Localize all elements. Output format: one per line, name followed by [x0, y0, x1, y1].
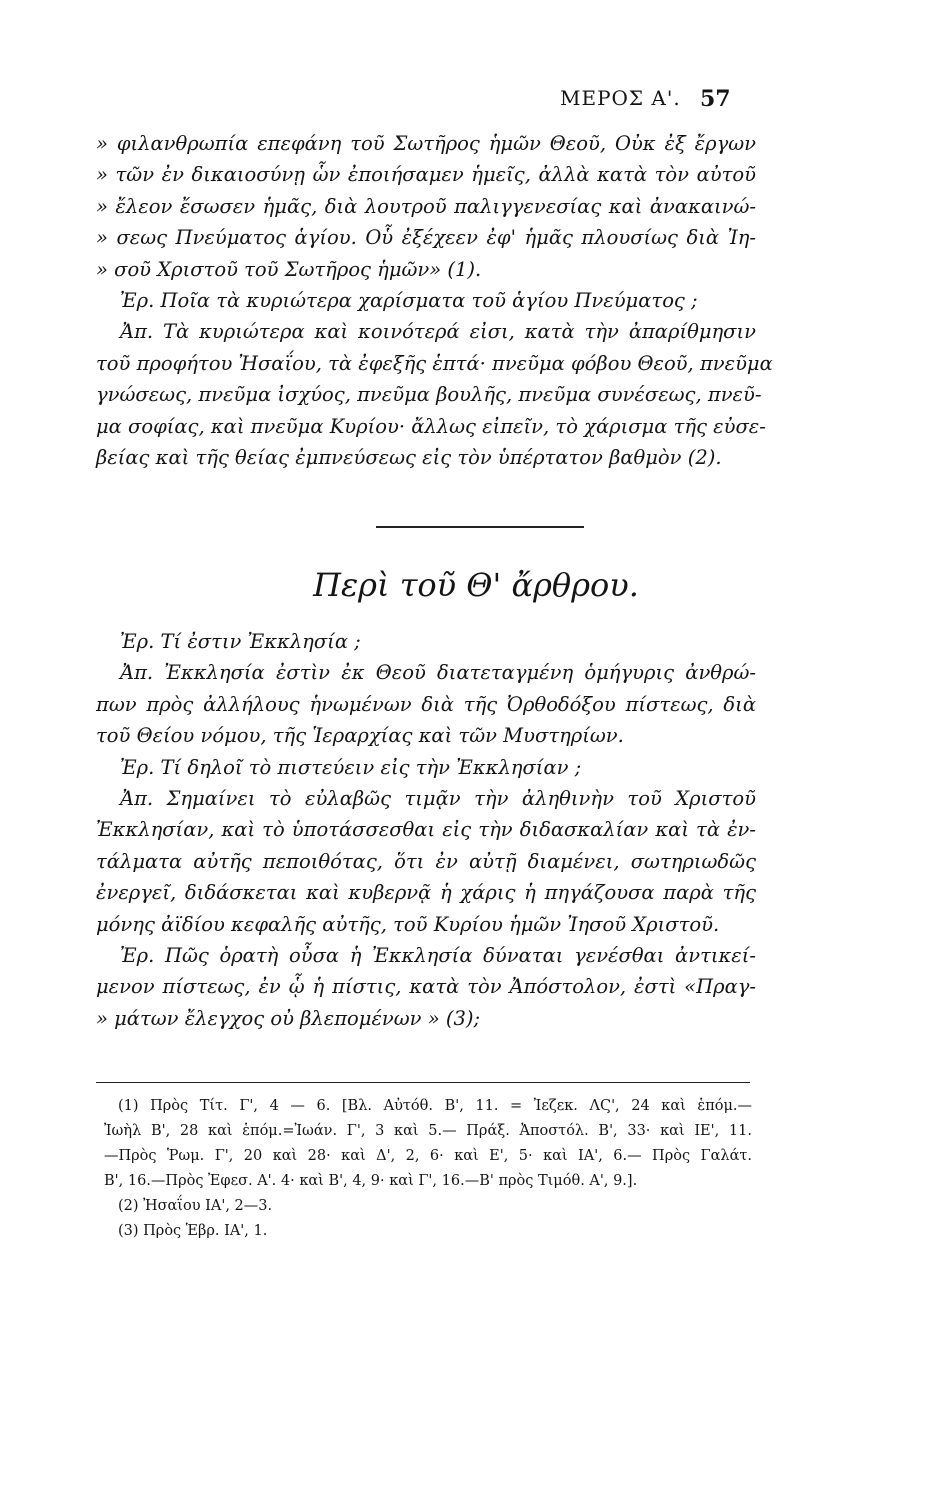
running-title: ΜΕΡΟΣ Α'. [560, 86, 681, 110]
question-line: Ἐρ. Τί δηλοῖ τὸ πιστεύειν εἰς τὴν Ἐκκλησίαν ; [120, 755, 582, 779]
section-divider [376, 526, 584, 528]
text-line: γνώσεως, πνεῦμα ἰσχύος, πνεῦμα βουλῆς, πνεῦμα συνέσεως, πνεῦ- [96, 383, 762, 407]
text-line: τοῦ προφήτου Ἠσαΐου, τὰ ἐφεξῆς ἑπτά· πνεῦμα φόβου Θεοῦ, πνεῦμα [96, 351, 773, 375]
answer-line: Ἀπ. Σημαίνει τὸ εὐλαβῶς τιμᾷν τὴν ἀληθινὴν τοῦ Χριστοῦ [120, 786, 756, 810]
text-line: μενον πίστεως, ἐν ᾧ ἡ πίστις, κατὰ τὸν Ἀπόστολον, ἐστὶ «Πραγ- [96, 975, 756, 999]
text-line: βείας καὶ τῆς θείας ἐμπνεύσεως εἰς τὸν ὑπέρτατον βαθμὸν (2). [96, 445, 722, 469]
answer-line: Ἀπ. Ἐκκλησία ἐστὶν ἐκ Θεοῦ διατεταγμένη ὁμήγυρις ἀνθρώ- [120, 661, 756, 685]
answer-line: Ἀπ. Τὰ κυριώτερα καὶ κοινότερά εἰσι, κατὰ τὴν ἀπαρίθμησιν [120, 320, 756, 344]
paragraph-block-2 [96, 626, 756, 1034]
footnote-line: Ἰωὴλ Β', 28 καὶ ἑπόμ.=Ἰωάν. Γ', 3 καὶ 5.— Πράξ. Ἀποστόλ. Β', 33· καὶ ΙΕ', 11. [104, 1123, 752, 1139]
text-line: » μάτων ἔλεγχος οὐ βλεπομένων » (3); [96, 1006, 481, 1030]
footnote-divider [96, 1082, 750, 1083]
footnote-line: (1) Πρὸς Τίτ. Γ', 4 — 6. [Βλ. Αὐτόθ. Β', 11. = Ἰεζεκ. ΛϚ', 24 καὶ ἑπόμ.— [118, 1098, 752, 1114]
running-header [0, 86, 952, 116]
footnote-line: Β', 16.—Πρὸς Ἐφεσ. Α'. 4· καὶ Β', 4, 9· καὶ Γ', 16.—Β' πρὸς Τιμόθ. Α', 9.]. [104, 1173, 638, 1189]
text-line: τάλματα αὐτῆς πεποιθότας, ὅτι ἐν αὐτῇ διαμένει, σωτηριωδῶς [96, 849, 756, 873]
text-line: πων πρὸς ἀλλήλους ἡνωμένων διὰ τῆς Ὀρθοδόξου πίστεως, διὰ [96, 692, 756, 716]
text-line: » τῶν ἐν δικαιοσύνῃ ὧν ἐποιήσαμεν ἡμεῖς, ἀλλὰ κατὰ τὸν αὐτοῦ [96, 163, 756, 187]
question-line: Ἐρ. Πῶς ὁρατὴ οὖσα ἡ Ἐκκλησία δύναται γενέσθαι ἀντικεί- [120, 943, 756, 967]
text-line: ἐνεργεῖ, διδάσκεται καὶ κυβερνᾷ ἡ χάρις ἡ πηγάζουσα παρὰ τῆς [96, 881, 756, 905]
footnotes [104, 1094, 752, 1244]
question-line: Ἐρ. Ποῖα τὰ κυριώτερα χαρίσματα τοῦ ἁγίου Πνεύματος ; [120, 288, 698, 312]
page-number: 57 [700, 86, 731, 112]
text-line: » φιλανθρωπία επεφάνη τοῦ Σωτῆρος ἡμῶν Θεοῦ, Οὐκ ἐξ ἔργων [96, 132, 756, 155]
text-line: Ἐκκλησίαν, καὶ τὸ ὑποτάσσεσθαι εἰς τὴν διδασκαλίαν καὶ τὰ ἐν- [96, 818, 756, 842]
text-line: » σεως Πνεύματος ἁγίου. Οὗ ἐξέχεεν ἐφ' ἡμᾶς πλουσίως διὰ Ἰη- [96, 226, 756, 250]
section-heading: Περὶ τοῦ Θ' ἄρθρου. [313, 566, 639, 604]
footnote-line: (2) Ἠσαΐου ΙΑ', 2—3. [118, 1198, 273, 1214]
text-line: τοῦ Θείου νόμου, τῆς Ἱεραρχίας καὶ τῶν Μυστηρίων. [96, 724, 624, 748]
footnote-line: —Πρὸς Ῥωμ. Γ', 20 καὶ 28· καὶ Δ', 2, 6· καὶ Ε', 5· καὶ ΙΑ', 6.— Πρὸς Γαλάτ. [104, 1148, 752, 1164]
footnote-line: (3) Πρὸς Ἑβρ. ΙΑ', 1. [118, 1223, 268, 1239]
text-line: μα σοφίας, καὶ πνεῦμα Κυρίου· ἄλλως εἰπεῖν, τὸ χάρισμα τῆς εὐσε- [96, 414, 766, 438]
text-line: μόνης ἀϊδίου κεφαλῆς αὐτῆς, τοῦ Κυρίου ἡμῶν Ἰησοῦ Χριστοῦ. [96, 912, 720, 936]
text-line: » σοῦ Χριστοῦ τοῦ Σωτῆρος ἡμῶν» (1). [96, 257, 482, 281]
question-line: Ἐρ. Τί ἐστιν Ἐκκλησία ; [120, 630, 361, 653]
text-line: » ἔλεον ἔσωσεν ἡμᾶς, διὰ λουτροῦ παλιγγενεσίας καὶ ἀνακαινώ- [96, 194, 756, 218]
paragraph-block-1 [96, 128, 773, 473]
